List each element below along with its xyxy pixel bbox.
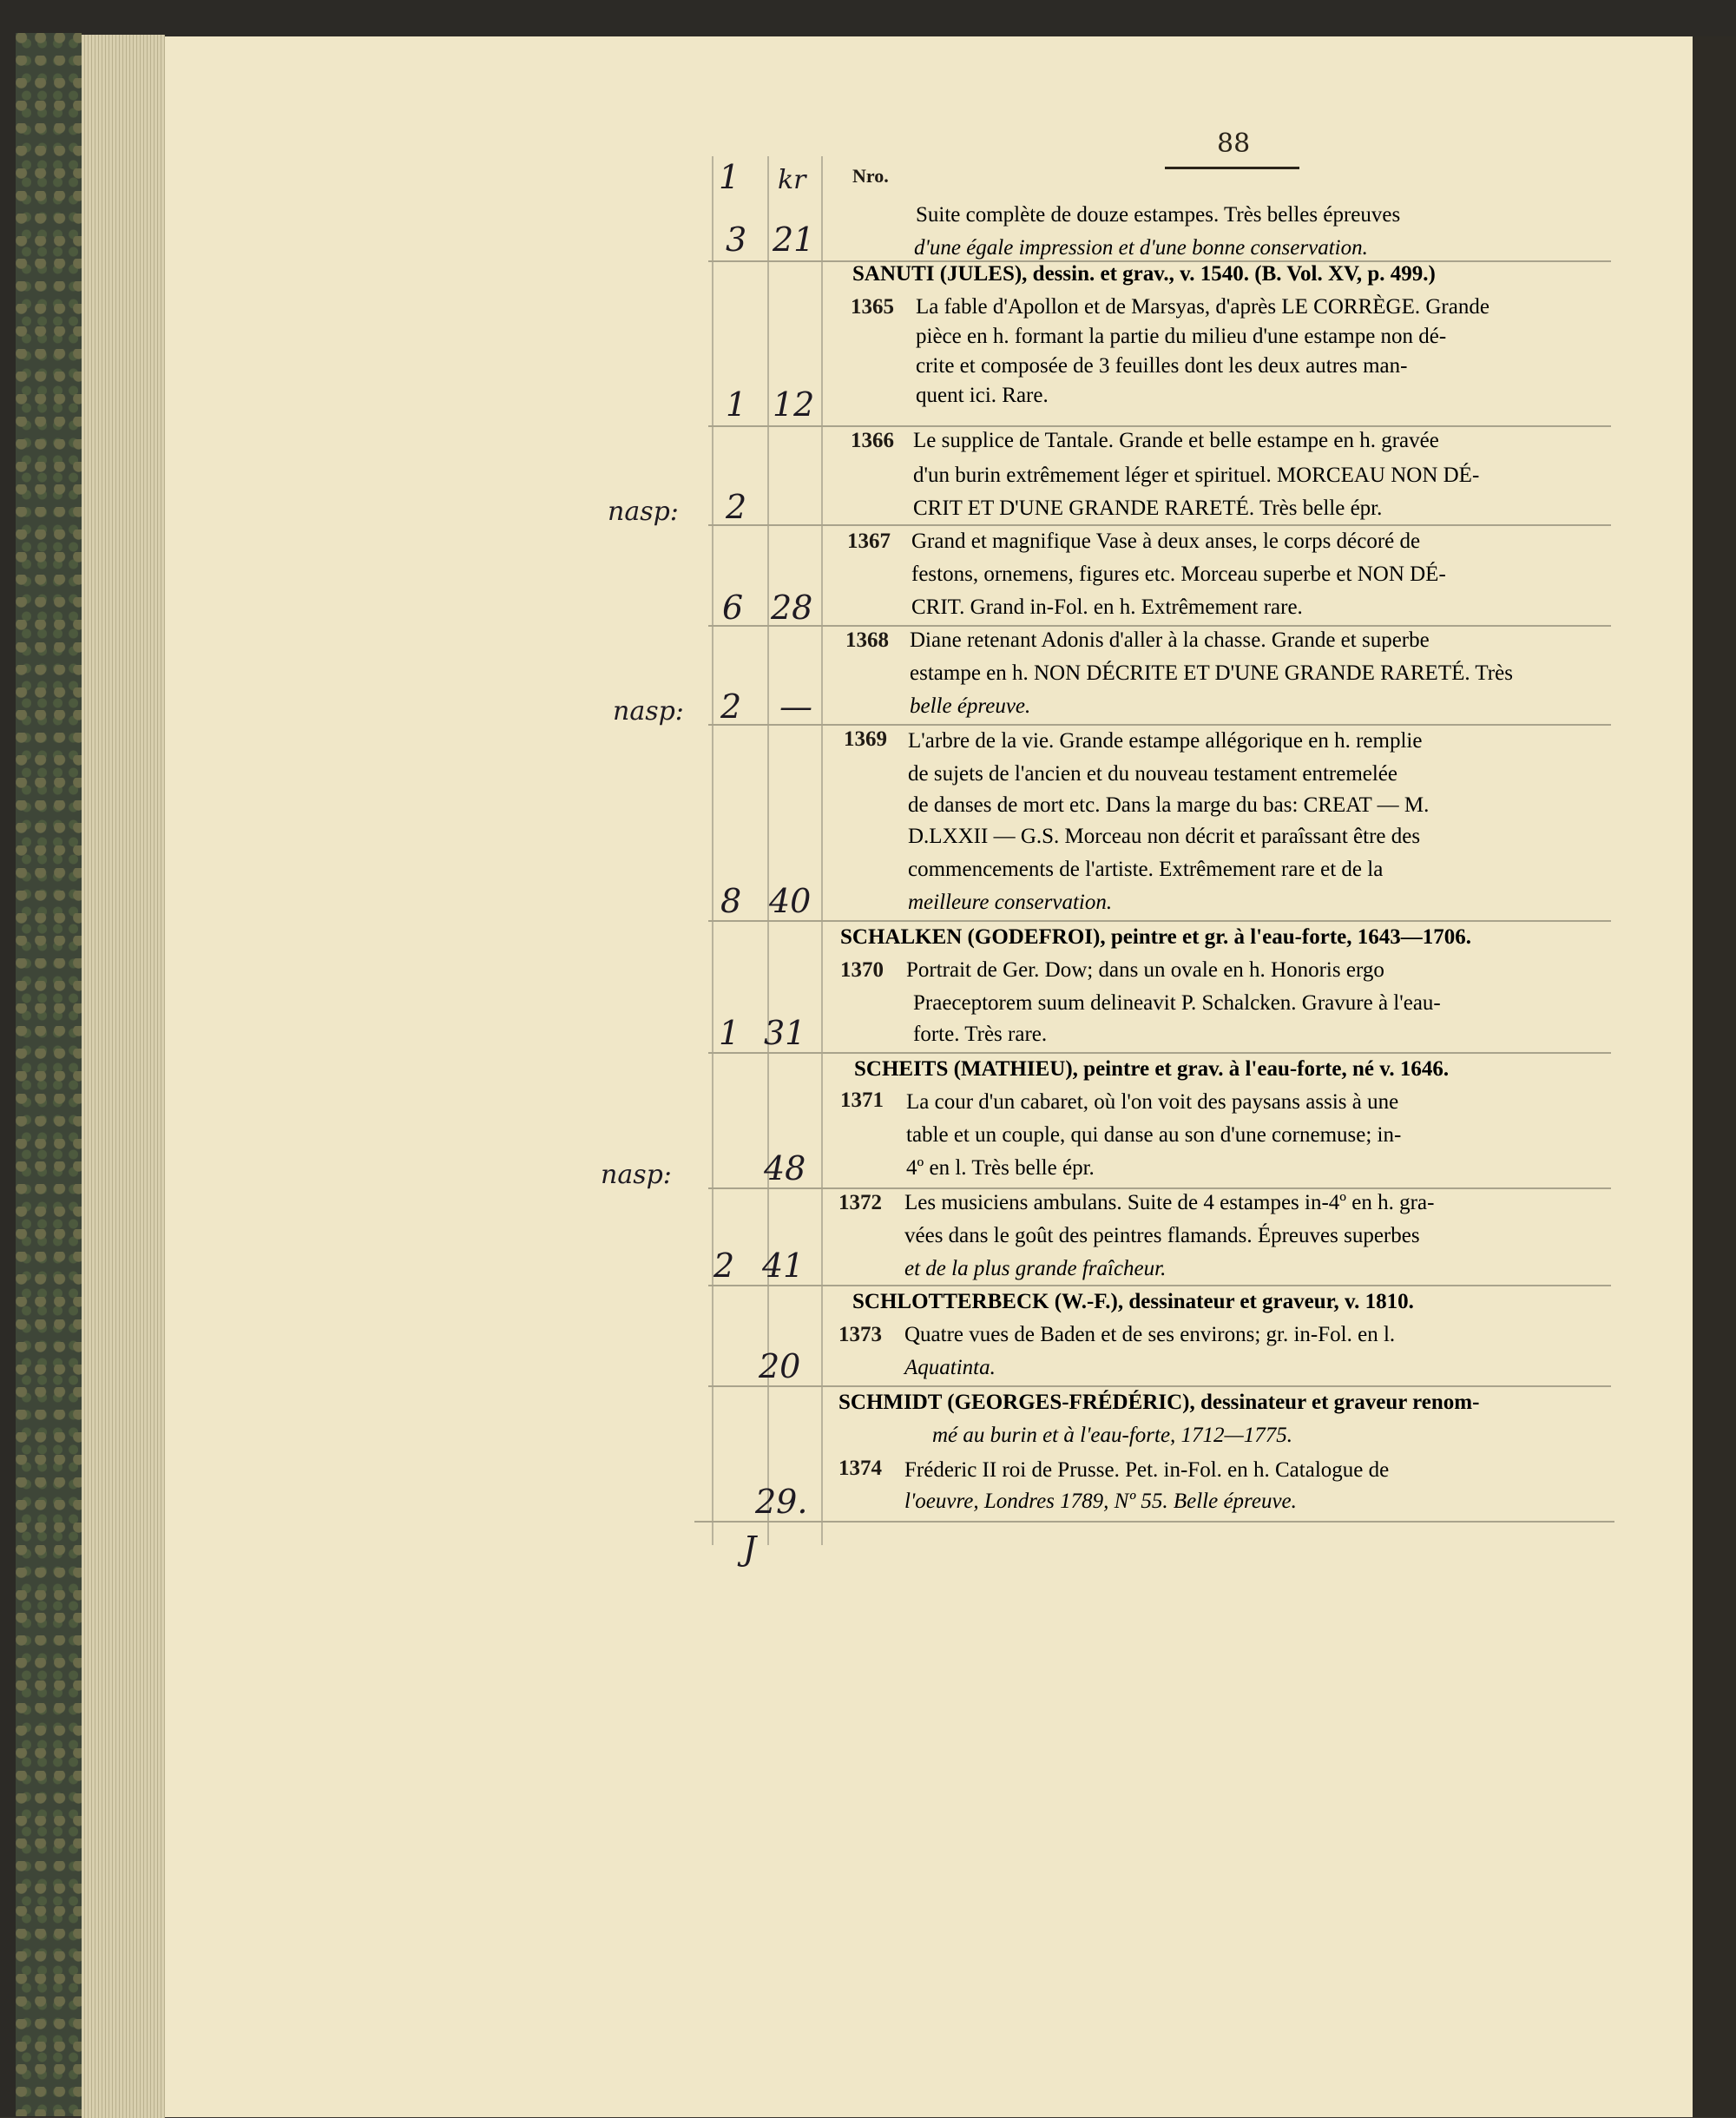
- ledger-rule: [708, 724, 1611, 726]
- page-number: 88: [1217, 128, 1251, 159]
- page-edges: [82, 35, 165, 2118]
- handwritten-value: 12: [773, 385, 815, 424]
- entry-number: 1371: [840, 1089, 884, 1112]
- text-line: pièce en h. formant la partie du milieu d'une estampe non dé-: [916, 325, 1447, 348]
- handwritten-value: 29.: [755, 1483, 808, 1521]
- ledger-rule: [708, 1285, 1611, 1286]
- handwritten-value: —: [779, 687, 812, 726]
- ledger-rule: [708, 625, 1611, 627]
- handwritten-value: 2: [720, 687, 742, 726]
- text-line: La cour d'un cabaret, où l'on voit des paysans assis à une: [906, 1090, 1399, 1114]
- handwritten-value: 40: [769, 882, 812, 920]
- handwritten-margin-note: nasp:: [601, 1160, 672, 1190]
- handwritten-value: 21: [773, 220, 815, 259]
- handwritten-margin-note: nasp:: [608, 497, 679, 527]
- entry-number: 1374: [838, 1457, 882, 1480]
- text-line: D.LXXII — G.S. Morceau non décrit et paraîssant être des: [908, 825, 1421, 848]
- handwritten-value: 8: [720, 882, 742, 920]
- ledger-rule: [708, 1187, 1611, 1189]
- ledger-line: [821, 156, 823, 1545]
- text-line: vées dans le goût des peintres flamands. Épreuves superbes: [904, 1224, 1420, 1247]
- entry-number: 1370: [840, 958, 884, 982]
- text-line: CRIT. Grand in-Fol. en h. Extrêmement rare.: [911, 595, 1303, 619]
- text-line: Le supplice de Tantale. Grande et belle estampe en h. gravée: [913, 429, 1439, 452]
- entry-number: 1369: [844, 727, 887, 751]
- handwritten-value: 3: [726, 220, 747, 259]
- ledger-rule: [708, 425, 1611, 427]
- text-line: Suite complète de douze estampes. Très belles épreuves: [916, 203, 1401, 227]
- handwritten-value: 28: [771, 589, 813, 627]
- text-line: festons, ornemens, figures etc. Morceau superbe et NON DÉ-: [911, 562, 1446, 586]
- handwritten-value: 2: [726, 488, 747, 526]
- handwritten-value: 1: [726, 385, 747, 424]
- page-number-rule: [1165, 167, 1299, 169]
- entry-number: 1366: [851, 429, 894, 452]
- text-line: Fréderic II roi de Prusse. Pet. in-Fol. en h. Catalogue de: [904, 1458, 1390, 1482]
- text-line: 4º en l. Très belle épr.: [906, 1156, 1095, 1180]
- nro-label: Nro.: [852, 165, 889, 187]
- text-line: Les musiciens ambulans. Suite de 4 estampes in-4º en h. gra-: [904, 1191, 1435, 1214]
- handwritten-value: 48: [764, 1149, 806, 1187]
- ledger-line: [767, 156, 769, 1545]
- text-line: estampe en h. NON DÉCRITE ET D'UNE GRANDE RARETÉ. Très: [910, 661, 1513, 685]
- ledger-rule: [708, 1052, 1611, 1054]
- handwritten-value: 2: [713, 1246, 735, 1285]
- text-line: de sujets de l'ancien et du nouveau testament entremelée: [908, 762, 1398, 786]
- text-line: commencements de l'artiste. Extrêmement rare et de la: [908, 858, 1384, 881]
- handwritten-value: 31: [764, 1014, 806, 1052]
- text-line: table et un couple, qui danse au son d'une cornemuse; in-: [906, 1123, 1402, 1147]
- text-line: Quatre vues de Baden et de ses environs; gr. in-Fol. en l.: [904, 1323, 1396, 1346]
- entry-number: 1373: [838, 1323, 882, 1346]
- handwritten-value: 41: [762, 1246, 805, 1285]
- text-line: Grand et magnifique Vase à deux anses, le corps décoré de: [911, 530, 1421, 553]
- text-line: belle épreuve.: [910, 694, 1031, 718]
- entry-number: 1367: [847, 530, 891, 553]
- marbled-cover: [16, 33, 82, 2116]
- ledger-rule: [708, 920, 1611, 922]
- text-line: CRIT ET D'UNE GRANDE RARETÉ. Très belle épr.: [913, 497, 1383, 520]
- text-line: et de la plus grande fraîcheur.: [904, 1257, 1167, 1280]
- text-line: Portrait de Ger. Dow; dans un ovale en h. Honoris ergo: [906, 958, 1384, 982]
- handwritten-bottom-mark: J: [743, 1529, 757, 1568]
- text-line: Diane retenant Adonis d'aller à la chasse. Grande et superbe: [910, 628, 1430, 652]
- text-line: Praeceptorem suum delineavit P. Schalcken. Gravure à l'eau-: [913, 991, 1441, 1015]
- entry-number: 1372: [838, 1191, 882, 1214]
- artist-heading: SCHEITS (MATHIEU), peintre et grav. à l'eau-forte, né v. 1646.: [854, 1057, 1450, 1081]
- text-line: meilleure conservation.: [908, 891, 1113, 914]
- text-line: mé au burin et à l'eau-forte, 1712—1775.: [932, 1424, 1293, 1447]
- ledger-line: [712, 156, 713, 1545]
- ledger-rule: [708, 1385, 1611, 1387]
- text-line: crite et composée de 3 feuilles dont les deux autres man-: [916, 354, 1408, 378]
- text-line: l'oeuvre, Londres 1789, Nº 55. Belle épreuve.: [904, 1490, 1297, 1513]
- handwritten-margin-note: nasp:: [613, 696, 684, 727]
- text-line: d'une égale impression et d'une bonne conservation.: [914, 236, 1368, 260]
- text-line: forte. Très rare.: [913, 1023, 1048, 1046]
- artist-heading: SANUTI (JULES), dessin. et grav., v. 1540. (B. Vol. XV, p. 499.): [852, 262, 1436, 286]
- scan-background-right: [1693, 36, 1736, 2117]
- handwritten-value: 6: [722, 589, 744, 627]
- handwritten-header: kr: [778, 165, 806, 195]
- text-line: Aquatinta.: [904, 1356, 996, 1379]
- entry-number: 1365: [851, 295, 894, 319]
- text-line: de danses de mort etc. Dans la marge du bas: CREAT — M.: [908, 793, 1430, 817]
- handwritten-value: 1: [719, 1014, 740, 1052]
- text-line: La fable d'Apollon et de Marsyas, d'après LE CORRÈGE. Grande: [916, 295, 1489, 319]
- artist-heading: SCHMIDT (GEORGES-FRÉDÉRIC), dessinateur et graveur renom-: [838, 1391, 1480, 1414]
- text-line: quent ici. Rare.: [916, 384, 1049, 407]
- entry-number: 1368: [845, 628, 889, 652]
- handwritten-header: 1: [719, 158, 740, 196]
- text-line: d'un burin extrêmement léger et spirituel. MORCEAU NON DÉ-: [913, 464, 1480, 487]
- handwritten-value: 20: [759, 1347, 801, 1385]
- ledger-rule: [708, 524, 1611, 526]
- artist-heading: SCHALKEN (GODEFROI), peintre et gr. à l'eau-forte, 1643—1706.: [840, 925, 1472, 949]
- artist-heading: SCHLOTTERBECK (W.-F.), dessinateur et graveur, v. 1810.: [852, 1290, 1414, 1313]
- ledger-rule: [694, 1521, 1614, 1523]
- text-line: L'arbre de la vie. Grande estampe allégorique en h. remplie: [908, 729, 1423, 753]
